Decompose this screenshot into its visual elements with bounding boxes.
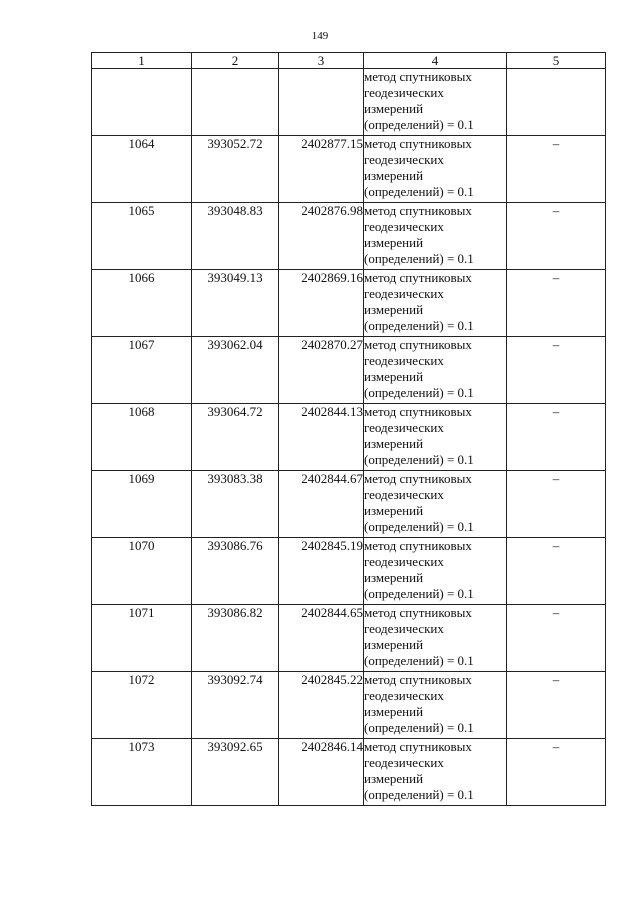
method-line: геодезических [364, 755, 444, 770]
table-row [92, 136, 606, 203]
note-cell: – [507, 672, 606, 739]
table-row [92, 471, 606, 538]
method-line: метод спутниковых [364, 404, 472, 419]
note-cell: – [507, 471, 606, 538]
method-line: геодезических [364, 688, 444, 703]
table-body [92, 69, 606, 806]
method-cell [364, 605, 507, 672]
table-header-row [92, 53, 606, 69]
method-line: геодезических [364, 353, 444, 368]
note-cell [507, 69, 606, 136]
note-cell: – [507, 538, 606, 605]
method-line: измерений [364, 101, 424, 116]
method-line: геодезических [364, 487, 444, 502]
x-coordinate-cell: 393049.13 [192, 270, 279, 337]
method-line: метод спутниковых [364, 203, 472, 218]
note-cell: – [507, 337, 606, 404]
x-coordinate-cell: 393092.65 [192, 739, 279, 806]
table-row [92, 270, 606, 337]
method-line: измерений [364, 168, 424, 183]
method-line: геодезических [364, 286, 444, 301]
x-coordinate-cell: 393083.38 [192, 471, 279, 538]
table-row [92, 404, 606, 471]
x-coordinate-cell: 393092.74 [192, 672, 279, 739]
method-cell [364, 69, 507, 136]
method-line: измерений [364, 369, 424, 384]
method-line: метод спутниковых [364, 605, 472, 620]
y-coordinate-cell [279, 69, 364, 136]
table-row [92, 672, 606, 739]
x-coordinate-cell: 393052.72 [192, 136, 279, 203]
method-line: геодезических [364, 420, 444, 435]
page-number: 149 [311, 30, 329, 42]
method-cell [364, 404, 507, 471]
method-line: геодезических [364, 85, 444, 100]
note-cell: – [507, 739, 606, 806]
method-line: измерений [364, 436, 424, 451]
header-col-4: 4 [364, 53, 507, 69]
method-line: метод спутниковых [364, 672, 472, 687]
x-coordinate-cell [192, 69, 279, 136]
point-number-cell: 1071 [92, 605, 192, 672]
y-coordinate-cell: 2402869.16 [279, 270, 364, 337]
table-row [92, 203, 606, 270]
x-coordinate-cell: 393048.83 [192, 203, 279, 270]
method-line: измерений [364, 302, 424, 317]
point-number-cell [92, 69, 192, 136]
method-line: измерений [364, 570, 424, 585]
method-cell [364, 270, 507, 337]
method-line: геодезических [364, 554, 444, 569]
header-col-3: 3 [279, 53, 364, 69]
x-coordinate-cell: 393064.72 [192, 404, 279, 471]
y-coordinate-cell: 2402844.65 [279, 605, 364, 672]
method-line: (определений) = 0.1 [364, 519, 474, 534]
table-row [92, 337, 606, 404]
method-cell [364, 538, 507, 605]
method-line: (определений) = 0.1 [364, 452, 474, 467]
x-coordinate-cell: 393086.82 [192, 605, 279, 672]
method-line: метод спутниковых [364, 69, 472, 84]
y-coordinate-cell: 2402845.22 [279, 672, 364, 739]
method-line: метод спутниковых [364, 538, 472, 553]
method-line: измерений [364, 503, 424, 518]
point-number-cell: 1069 [92, 471, 192, 538]
method-line: геодезических [364, 621, 444, 636]
method-line: метод спутниковых [364, 471, 472, 486]
method-line: (определений) = 0.1 [364, 117, 474, 132]
x-coordinate-cell: 393062.04 [192, 337, 279, 404]
y-coordinate-cell: 2402844.67 [279, 471, 364, 538]
point-number-cell: 1070 [92, 538, 192, 605]
header-col-1: 1 [92, 53, 192, 69]
header-col-2: 2 [192, 53, 279, 69]
coordinates-table [91, 52, 606, 806]
table-row [92, 538, 606, 605]
note-cell: – [507, 605, 606, 672]
method-line: измерений [364, 235, 424, 250]
y-coordinate-cell: 2402876.98 [279, 203, 364, 270]
method-line: (определений) = 0.1 [364, 653, 474, 668]
note-cell: – [507, 136, 606, 203]
y-coordinate-cell: 2402870.27 [279, 337, 364, 404]
method-line: метод спутниковых [364, 337, 472, 352]
method-line: измерений [364, 704, 424, 719]
x-coordinate-cell: 393086.76 [192, 538, 279, 605]
method-line: (определений) = 0.1 [364, 787, 474, 802]
method-line: (определений) = 0.1 [364, 385, 474, 400]
method-line: измерений [364, 771, 424, 786]
y-coordinate-cell: 2402877.15 [279, 136, 364, 203]
point-number-cell: 1064 [92, 136, 192, 203]
method-line: (определений) = 0.1 [364, 184, 474, 199]
method-cell [364, 739, 507, 806]
table-row [92, 739, 606, 806]
method-line: (определений) = 0.1 [364, 251, 474, 266]
y-coordinate-cell: 2402844.13 [279, 404, 364, 471]
method-line: метод спутниковых [364, 739, 472, 754]
method-line: (определений) = 0.1 [364, 586, 474, 601]
point-number-cell: 1068 [92, 404, 192, 471]
method-line: (определений) = 0.1 [364, 318, 474, 333]
method-cell [364, 136, 507, 203]
method-line: геодезических [364, 152, 444, 167]
method-line: измерений [364, 637, 424, 652]
method-cell [364, 203, 507, 270]
method-line: (определений) = 0.1 [364, 720, 474, 735]
table-row-continuation [92, 69, 606, 136]
point-number-cell: 1073 [92, 739, 192, 806]
method-cell [364, 672, 507, 739]
note-cell: – [507, 404, 606, 471]
header-col-5: 5 [507, 53, 606, 69]
method-line: метод спутниковых [364, 136, 472, 151]
point-number-cell: 1072 [92, 672, 192, 739]
method-line: метод спутниковых [364, 270, 472, 285]
method-cell [364, 471, 507, 538]
y-coordinate-cell: 2402845.19 [279, 538, 364, 605]
y-coordinate-cell: 2402846.14 [279, 739, 364, 806]
point-number-cell: 1066 [92, 270, 192, 337]
note-cell: – [507, 203, 606, 270]
method-line: геодезических [364, 219, 444, 234]
table-row [92, 605, 606, 672]
note-cell: – [507, 270, 606, 337]
point-number-cell: 1067 [92, 337, 192, 404]
method-cell [364, 337, 507, 404]
point-number-cell: 1065 [92, 203, 192, 270]
